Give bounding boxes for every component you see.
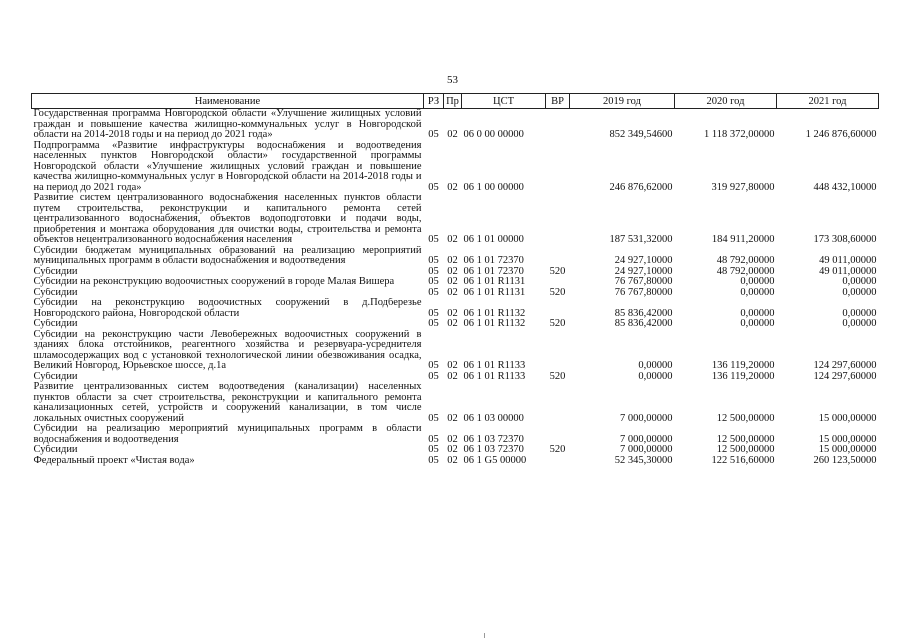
- row-2021: 1 246 876,60000: [805, 129, 877, 140]
- row-cst: 06 1 03 00000: [463, 412, 524, 424]
- row-pr: 02: [447, 433, 458, 445]
- row-vr: [546, 330, 570, 372]
- row-pr: 02: [447, 445, 458, 455]
- row-vr: 520: [549, 371, 566, 382]
- row-pr: 02: [447, 255, 458, 266]
- row-vr: [546, 456, 570, 467]
- row-2019: 7 000,00000: [620, 412, 673, 424]
- budget-table: [31, 93, 879, 466]
- row-cst: 06 1 01 72370: [463, 266, 524, 277]
- table-row: [32, 141, 879, 194]
- header-rz: РЗ: [424, 94, 444, 109]
- row-vr: [546, 382, 570, 424]
- row-2020: 319 927,80000: [711, 181, 775, 193]
- table-row: [32, 372, 879, 383]
- row-pr: 02: [447, 307, 458, 319]
- header-cst: ЦСТ: [462, 94, 546, 109]
- table-row: [32, 445, 879, 456]
- row-name: Субсидии на реализацию мероприятий муниципальных программ в области водоснабжения и водоотведения: [33, 424, 422, 445]
- row-pr: 02: [447, 455, 458, 466]
- row-cst: 06 1 01 R1133: [463, 360, 526, 371]
- header-2021: 2021 год: [777, 94, 879, 109]
- row-2019: 7 000,00000: [620, 445, 673, 455]
- row-2021: 0,00000: [842, 319, 877, 329]
- row-cst: 06 1 01 R1132: [463, 307, 526, 319]
- row-2019: 0,00000: [638, 371, 673, 382]
- table-row: [32, 382, 879, 424]
- row-vr: [546, 109, 570, 141]
- table-row: [32, 277, 879, 288]
- row-rz: 05: [428, 255, 439, 266]
- row-cst: 06 1 G5 00000: [463, 455, 527, 466]
- row-name: Субсидии на реконструкцию водоочистных сооружений в д.Подберезье Новгородского района, Новгородской области: [33, 298, 422, 319]
- row-2020: 48 792,00000: [716, 266, 775, 277]
- row-name: Субсидии на реконструкцию водоочистных сооружений в городе Малая Вишера: [33, 277, 395, 287]
- row-pr: 02: [447, 181, 458, 193]
- header-2019: 2019 год: [570, 94, 675, 109]
- row-2019: 7 000,00000: [620, 433, 673, 445]
- table-row: [32, 330, 879, 372]
- row-2019: 85 836,42000: [614, 307, 673, 319]
- row-name: Развитие централизованных систем водоотведения (канализации) населенных пунктов области за счет строительства, реконструкции и капитального ремонта канализационных сетей, устройств и сооружений канализации, в том числе локальных очистных сооружений: [33, 382, 422, 424]
- row-2020: 48 792,00000: [716, 255, 775, 266]
- row-vr: 520: [549, 445, 566, 455]
- row-2021: 448 432,10000: [813, 181, 877, 193]
- row-cst: 06 0 00 00000: [463, 129, 524, 140]
- row-name: Государственная программа Новгородской области «Улучшение жилищных условий граждан и повышение качества жилищно-коммунальных услуг в Новгородской области на 2014-2018 годы и на период до 2021 года»: [33, 108, 422, 140]
- row-2021: 15 000,00000: [818, 433, 877, 445]
- row-vr: [546, 141, 570, 194]
- row-name: Федеральный проект «Чистая вода»: [33, 455, 195, 466]
- scan-mark: [484, 633, 485, 638]
- row-vr: 520: [549, 266, 566, 277]
- row-2021: 0,00000: [842, 277, 877, 287]
- table-row: [32, 267, 879, 278]
- row-pr: 02: [447, 371, 458, 382]
- row-cst: 06 1 01 R1131: [463, 287, 526, 298]
- row-2021: 15 000,00000: [818, 412, 877, 424]
- row-pr: 02: [447, 412, 458, 424]
- row-vr: [546, 298, 570, 319]
- row-rz: 05: [428, 307, 439, 319]
- row-2019: 187 531,32000: [609, 234, 673, 245]
- row-vr: [546, 424, 570, 445]
- table-row: [32, 193, 879, 246]
- row-name: Развитие систем централизованного водоснабжения населенных пунктов области путем строительства, реконструкции и капитального ремонта сетей централизованного водоснабжения, объектов водоподготовки и подачи воды, приобретения и монтажа оборудования для очистки воды, строительства и ремонта объектов нецентрализованного водоснабжения населения: [33, 193, 422, 245]
- table-header-row: [32, 94, 879, 109]
- row-name: Субсидии: [33, 371, 78, 382]
- table-row: [32, 319, 879, 330]
- row-rz: 05: [428, 319, 439, 329]
- row-2019: 76 767,80000: [614, 277, 673, 287]
- row-name: Субсидии: [33, 287, 78, 298]
- row-pr: 02: [447, 234, 458, 245]
- row-2021: 49 011,00000: [819, 255, 877, 266]
- row-2019: 52 345,30000: [614, 455, 673, 466]
- row-2021: 260 123,50000: [813, 455, 877, 466]
- row-cst: 06 1 03 72370: [463, 445, 524, 455]
- row-vr: [546, 277, 570, 288]
- table-row: [32, 109, 879, 141]
- row-2019: 852 349,54600: [609, 129, 673, 140]
- row-cst: 06 1 01 R1132: [463, 319, 526, 329]
- row-rz: 05: [428, 360, 439, 371]
- row-2019: 24 927,10000: [614, 266, 673, 277]
- row-2021: 173 308,60000: [813, 234, 877, 245]
- row-2021: 124 297,60000: [813, 371, 877, 382]
- table-row: [32, 298, 879, 319]
- row-rz: 05: [428, 433, 439, 445]
- row-name: Субсидии на реконструкцию части Левобережных водоочистных сооружений в зданиях блока отстойников, реагентного хозяйства и резервуара-усреднителя шламосодержащих вод с установкой технологической линии обезвоживания осадка, Великий Новгород, Юрьевское шоссе, д.1а: [33, 329, 422, 371]
- row-rz: 05: [428, 277, 439, 287]
- row-name: Субсидии бюджетам муниципальных образований на реализацию мероприятий муниципальных программ в области водоснабжения и водоотведения: [33, 245, 422, 266]
- row-2021: 49 011,00000: [819, 266, 877, 277]
- row-name: Субсидии: [33, 266, 78, 277]
- header-2020: 2020 год: [675, 94, 777, 109]
- row-2020: 1 118 372,00000: [704, 129, 775, 140]
- row-rz: 05: [428, 234, 439, 245]
- table-row: [32, 246, 879, 267]
- row-pr: 02: [447, 360, 458, 371]
- row-cst: 06 1 01 72370: [463, 255, 524, 266]
- row-2020: 12 500,00000: [716, 412, 775, 424]
- table-row: [32, 288, 879, 299]
- row-rz: 05: [428, 129, 439, 140]
- row-rz: 05: [428, 266, 439, 277]
- row-rz: 05: [428, 455, 439, 466]
- row-rz: 05: [428, 371, 439, 382]
- row-name: Субсидии: [33, 319, 78, 329]
- table-row: [32, 424, 879, 445]
- row-2020: 136 119,20000: [711, 371, 775, 382]
- row-2020: 0,00000: [740, 277, 775, 287]
- row-cst: 06 1 01 00000: [463, 234, 524, 245]
- row-pr: 02: [447, 266, 458, 277]
- row-pr: 02: [447, 287, 458, 298]
- row-pr: 02: [447, 319, 458, 329]
- row-pr: 02: [447, 129, 458, 140]
- row-rz: 05: [428, 287, 439, 298]
- row-2019: 24 927,10000: [614, 255, 673, 266]
- row-2019: 76 767,80000: [614, 287, 673, 298]
- row-2020: 0,00000: [740, 319, 775, 329]
- row-2019: 0,00000: [638, 360, 673, 371]
- header-name: Наименование: [32, 94, 424, 109]
- row-2020: 0,00000: [740, 287, 775, 298]
- row-cst: 06 1 00 00000: [463, 181, 524, 193]
- row-cst: 06 1 03 72370: [463, 433, 524, 445]
- row-pr: 02: [447, 277, 458, 287]
- row-2020: 12 500,00000: [716, 433, 775, 445]
- page-number: 53: [447, 74, 458, 86]
- row-rz: 05: [428, 181, 439, 193]
- row-2021: 0,00000: [842, 307, 877, 319]
- row-name: Субсидии: [33, 445, 78, 455]
- row-2020: 184 911,20000: [711, 234, 775, 245]
- row-cst: 06 1 01 R1131: [463, 277, 526, 287]
- table-row: [32, 456, 879, 467]
- header-pr: Пр: [444, 94, 462, 109]
- row-2019: 85 836,42000: [614, 319, 673, 329]
- row-2020: 136 119,20000: [711, 360, 775, 371]
- row-2021: 124 297,60000: [813, 360, 877, 371]
- row-vr: 520: [549, 287, 566, 298]
- row-2020: 12 500,00000: [716, 445, 775, 455]
- row-2020: 122 516,60000: [711, 455, 775, 466]
- row-vr: [546, 246, 570, 267]
- header-vr: ВР: [546, 94, 570, 109]
- row-2021: 0,00000: [842, 287, 877, 298]
- row-vr: [546, 193, 570, 246]
- row-rz: 05: [428, 445, 439, 455]
- row-2020: 0,00000: [740, 307, 775, 319]
- row-2021: 15 000,00000: [818, 445, 877, 455]
- row-name: Подпрограмма «Развитие инфраструктуры водоснабжения и водоотведения населенных пунктов Новгородской области» государственной программы Новгородской области «Улучшение жилищных условий граждан и повышение качества жилищно-коммунальных услуг в Новгородской области на 2014-2018 годы и на период до 2021 года»: [33, 140, 422, 193]
- row-vr: 520: [549, 319, 566, 329]
- row-rz: 05: [428, 412, 439, 424]
- row-cst: 06 1 01 R1133: [463, 371, 526, 382]
- row-2019: 246 876,62000: [609, 181, 673, 193]
